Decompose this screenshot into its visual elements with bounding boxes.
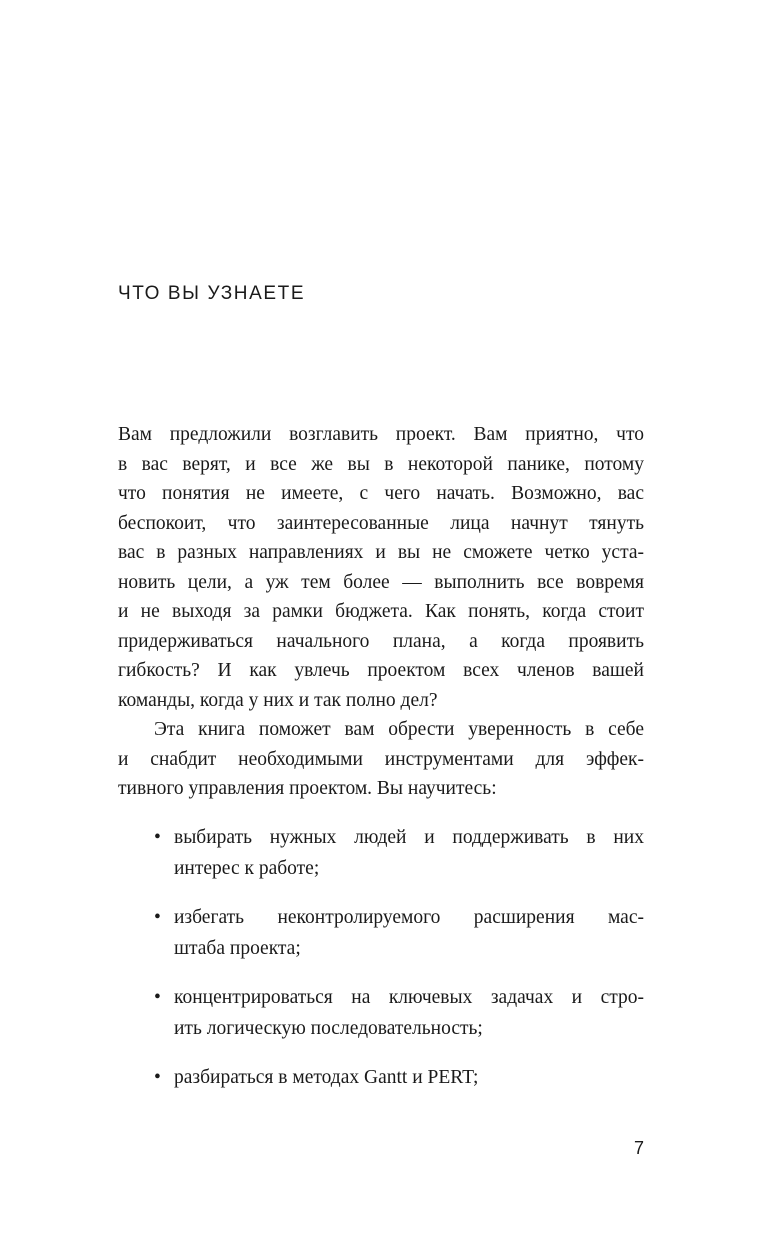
- paragraph-line: что понятия не имеете, с чего начать. Возможно, вас: [118, 483, 644, 504]
- page-number: 7: [634, 1138, 645, 1158]
- intro-text: [118, 420, 644, 804]
- bullet-list: [118, 822, 644, 1111]
- section-heading: ЧТО ВЫ УЗНАЕТЕ: [118, 283, 306, 304]
- bullet-icon: •: [154, 907, 161, 928]
- paragraph-line: Вам предложили возглавить проект. Вам приятно, что: [118, 424, 644, 445]
- paragraph-line: Эта книга поможет вам обрести уверенность в себе: [154, 719, 644, 740]
- list-item-line: избегать неконтролируемого расширения мас-: [174, 907, 644, 928]
- paragraph-line: тивного управления проектом. Вы научитесь:: [118, 778, 497, 799]
- list-item-line: штаба проекта;: [174, 938, 301, 959]
- paragraph-line: вас в разных направлениях и вы не сможете четко уста-: [118, 542, 644, 563]
- list-item: [118, 1062, 644, 1093]
- bullet-icon: •: [154, 987, 161, 1008]
- list-item-line: интерес к работе;: [174, 858, 320, 879]
- list-item-line: концентрироваться на ключевых задачах и стро-: [174, 987, 644, 1008]
- list-item-line: выбирать нужных людей и поддерживать в них: [174, 827, 644, 848]
- list-item: [118, 822, 644, 884]
- paragraph-line: гибкость? И как увлечь проектом всех членов вашей: [118, 660, 644, 681]
- bullet-icon: •: [154, 827, 161, 848]
- paragraph-line: и снабдит необходимыми инструментами для эффек-: [118, 748, 644, 770]
- list-item: [118, 902, 644, 964]
- paragraph-line: новить цели, а уж тем более — выполнить все вовремя: [118, 571, 644, 593]
- list-item: [118, 982, 644, 1044]
- list-item-line: ить логическую последовательность;: [174, 1018, 483, 1039]
- paragraph-line: придерживаться начального плана, а когда проявить: [118, 630, 644, 652]
- bullet-icon: •: [154, 1067, 161, 1088]
- paragraph-line: беспокоит, что заинтересованные лица начнут тянуть: [118, 512, 644, 534]
- paragraph-line: в вас верят, и все же вы в некоторой панике, потому: [118, 453, 644, 475]
- paragraph-line: и не выходя за рамки бюджета. Как понять, когда стоит: [118, 601, 644, 622]
- list-item-line: разбираться в методах Gantt и PERT;: [174, 1067, 479, 1088]
- paragraph-line: команды, когда у них и так полно дел?: [118, 689, 438, 711]
